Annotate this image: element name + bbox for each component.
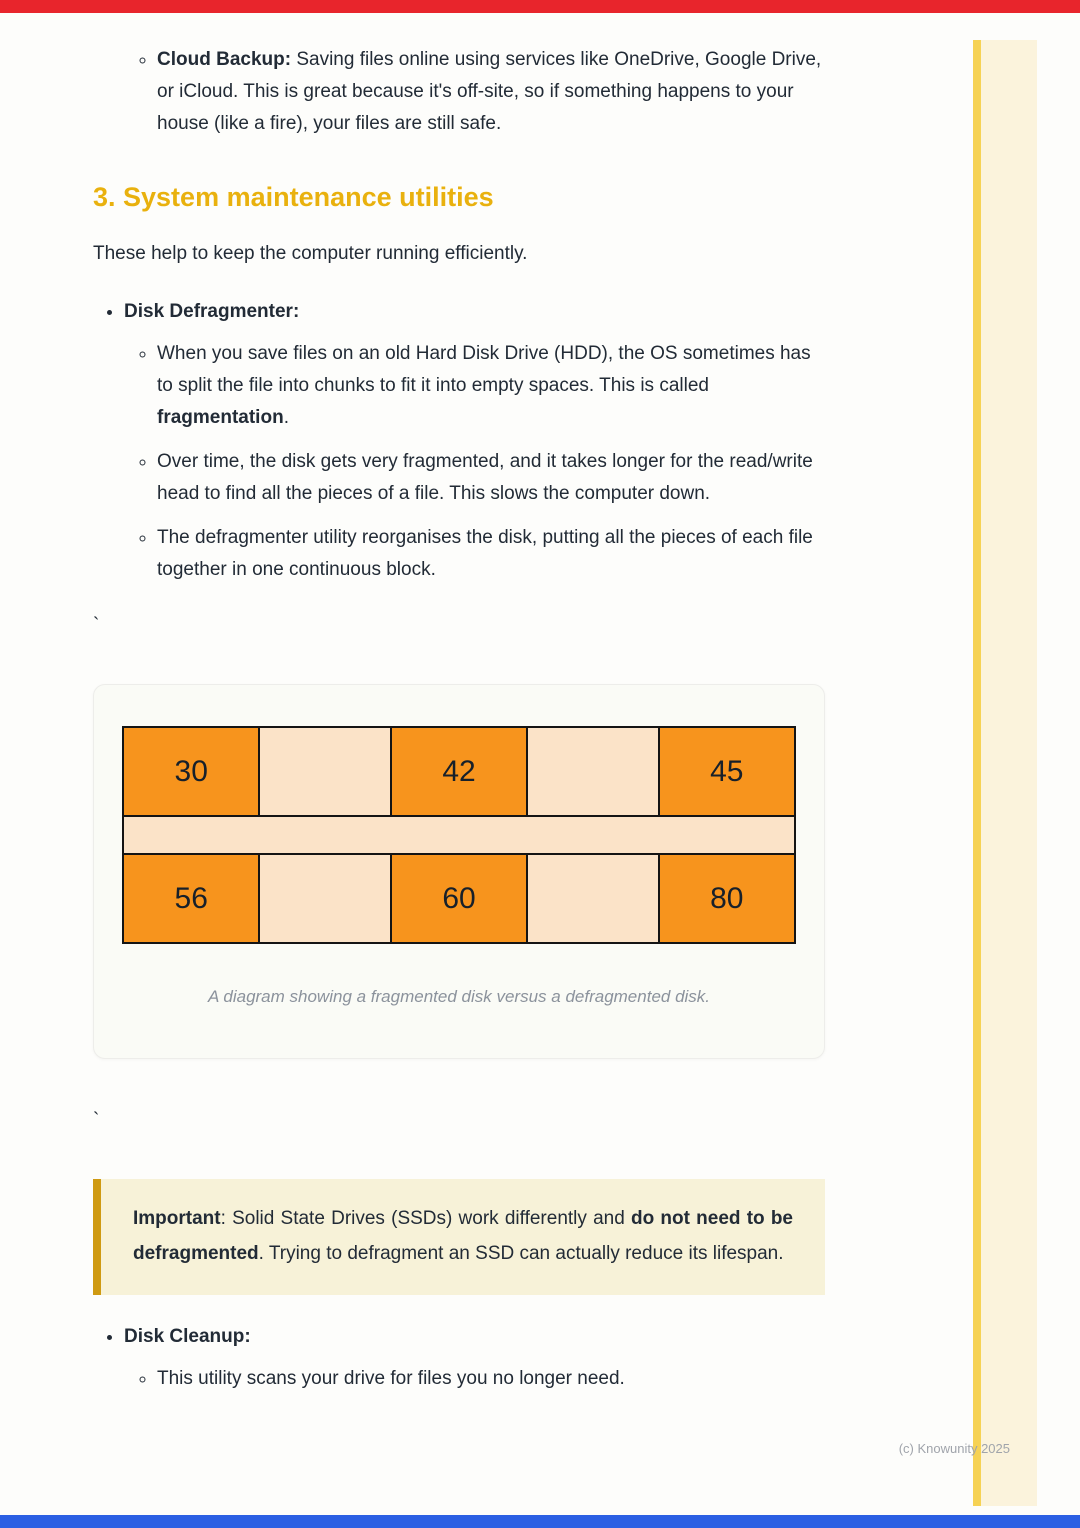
defragmenter-point-1-post: . [283,407,289,428]
section-heading: 3. System maintenance utilities [93,182,494,212]
defragmenter-label: Disk Defragmenter: [124,301,300,322]
cloud-backup-label: Cloud Backup: [157,49,292,70]
disk-block: 45 [658,728,794,815]
cloud-backup-list [93,44,825,140]
cloud-backup-text: Saving files online using services like OneDrive, Google Drive, or iCloud. This is great because it's off-site, so if something happens to your house (like a fire), your files are still safe. [157,49,822,134]
disk-gap [528,855,657,942]
diagram-row-top [124,728,794,817]
cleanup-section [93,1321,825,1395]
disk-gap [260,855,389,942]
diagram-middle-band [124,817,794,853]
page-content [93,44,825,1407]
callout-bold-do-not-need: do not need to be defragmented [133,1208,793,1264]
disk-gap [528,728,657,815]
defragmenter-point-2: ◦ Over time, the disk gets very fragmented, and it takes longer for the read/write head to find all the pieces of a file. This slows the computer down. [157,446,825,510]
stray-backtick-1: ` [93,615,100,636]
defragmenter-point-1-pre: When you save files on an old Hard Disk Drive (HDD), the OS sometimes has to split the file into chunks to fit it into empty spaces. This is called [157,343,811,396]
cleanup-label: Disk Cleanup: [124,1326,251,1347]
important-callout [93,1179,825,1295]
diagram-row-bottom [124,853,794,942]
callout-bold-important: Important [133,1208,221,1229]
disk-block: 30 [124,728,260,815]
intro-paragraph: These help to keep the computer running efficiently. [93,243,528,264]
right-margin-column [981,40,1037,1506]
defragmenter-point-1-bold: fragmentation [157,407,284,428]
defragmenter-item [124,296,825,586]
stray-backtick-2: ` [93,1110,100,1131]
right-accent-stripe [973,40,981,1506]
copyright-text: (c) Knowunity 2025 [898,1441,1010,1456]
bottom-accent-bar [0,1515,1080,1528]
disk-block: 80 [658,855,794,942]
cleanup-sublist [124,1363,825,1395]
defragmenter-list [93,296,825,586]
cleanup-list [93,1321,825,1395]
figure-card [93,684,825,1059]
disk-gap [260,728,389,815]
cleanup-item [124,1321,825,1395]
disk-block: 56 [124,855,260,942]
cloud-backup-item [157,44,825,140]
callout-text [133,1201,793,1271]
disk-fragmentation-diagram [122,726,796,944]
defragmenter-point-1 [157,338,825,434]
defragmenter-section [93,296,825,586]
cleanup-point-1: ◦ This utility scans your drive for files you no longer need. [157,1363,825,1395]
callout-text-1: : Solid State Drives (SSDs) work differently and [220,1208,631,1229]
top-accent-bar [0,0,1080,13]
disk-block: 42 [390,728,528,815]
figure-caption: A diagram showing a fragmented disk versus a defragmented disk. [207,987,711,1006]
callout-text-2: . Trying to defragment an SSD can actually reduce its lifespan. [258,1243,784,1264]
defragmenter-point-3: ◦ The defragmenter utility reorganises the disk, putting all the pieces of each file together in one continuous block. [157,522,825,586]
disk-block: 60 [390,855,528,942]
defragmenter-sublist [124,338,825,586]
